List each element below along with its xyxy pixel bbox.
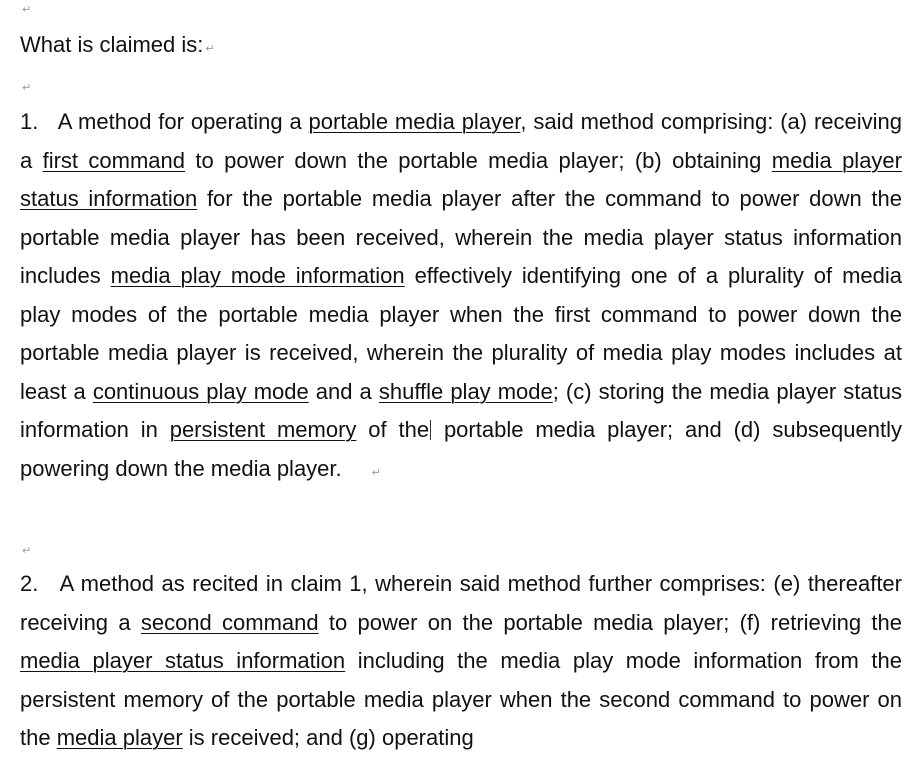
claims-heading-text: What is claimed is: <box>20 32 204 57</box>
claim-text: to power down the portable media player; (b) obtaining <box>185 147 772 173</box>
defined-term: media player <box>56 725 183 750</box>
claim-text: ; (c) storing the media player status information in <box>20 378 902 442</box>
claim-text: A method for operating a <box>57 109 309 134</box>
claim-text: to power on the portable media player; (f) retrieving the <box>318 609 902 635</box>
claim-2 <box>20 565 902 758</box>
claim-number: 1. <box>20 109 58 134</box>
paragraph-mark: ↵ <box>205 43 215 55</box>
claim-1 <box>20 103 902 492</box>
claim-text: for the portable media player after the command to power down the portable media player has been received, wherein the media player status information includes <box>20 186 902 288</box>
defined-term: continuous play mode <box>92 378 309 404</box>
text-cursor <box>430 420 431 440</box>
claim-text: A method as recited in claim 1, wherein said method further comprises: (e) thereafter receiving a <box>20 571 902 635</box>
defined-term: persistent memory <box>169 417 357 442</box>
claim-text: effectively identifying one of a plurality of media play modes of the portable media player when the first command to power down the portable media player is received, wherein the plurality of media play modes includes at least a <box>20 263 902 404</box>
paragraph-mark: ↵ <box>22 545 32 557</box>
claim-text: , said method comprising: (a) receiving a <box>20 109 902 173</box>
paragraph-mark: ↵ <box>22 4 32 16</box>
claim-text: and a <box>308 378 379 404</box>
claim-text: of the <box>356 417 430 442</box>
claim-text: including the media play mode information from the persistent memory of the portable media player when the second command to power on the <box>20 648 903 750</box>
claims-heading <box>20 30 215 64</box>
defined-term: shuffle play mode <box>378 378 553 404</box>
defined-term: media play mode information <box>110 263 405 288</box>
claim-text: portable media player; and (d) subsequently powering down the media player. <box>20 417 902 481</box>
defined-term: portable media player <box>308 109 521 134</box>
defined-term: media player status information <box>20 648 346 673</box>
defined-term: first command <box>42 147 186 173</box>
paragraph-mark: ↵ <box>22 82 32 94</box>
defined-term: second command <box>140 609 319 635</box>
claim-text: is received; and (g) operating <box>182 725 474 750</box>
paragraph-mark: ↵ <box>371 466 381 479</box>
claim-number: 2. <box>20 571 60 596</box>
defined-term: media player status information <box>20 147 902 211</box>
